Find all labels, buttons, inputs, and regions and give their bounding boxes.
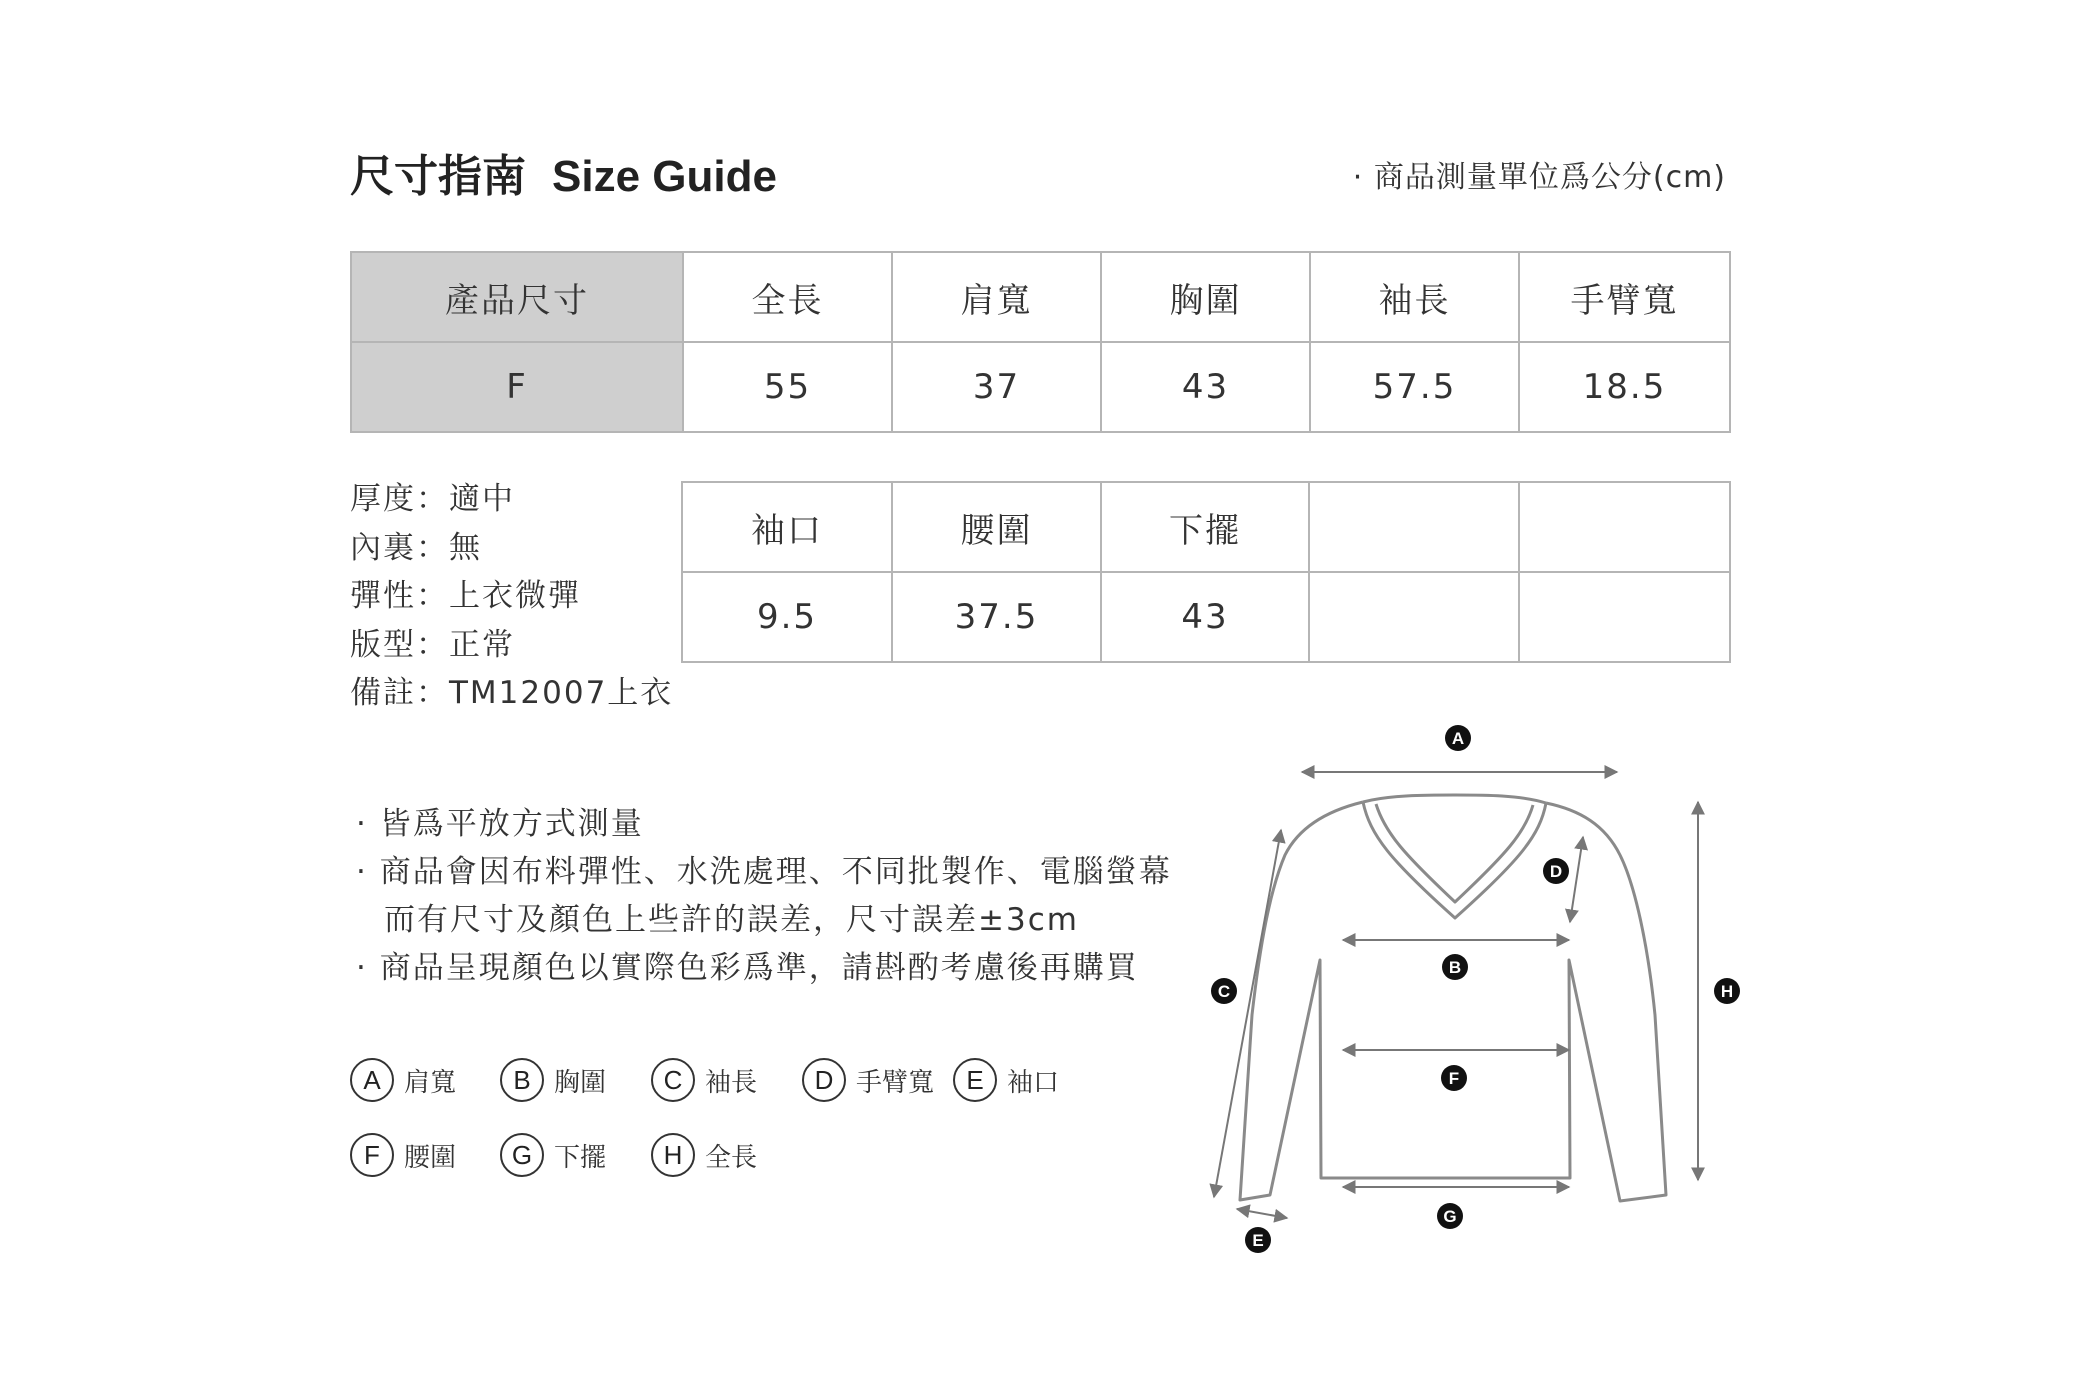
note-line: · 商品會因布料彈性、水洗處理、不同批製作、電腦螢幕 (356, 854, 1172, 890)
legend-key-a: A (350, 1058, 394, 1102)
title-en: Size Guide (552, 152, 777, 201)
marker-e (1245, 1227, 1271, 1253)
header-cell-empty (1309, 482, 1519, 572)
header-cell-sleeve: 袖長 (1310, 252, 1519, 342)
marker-a-label: A (1451, 729, 1465, 748)
header-cell-waist: 腰圍 (892, 482, 1101, 572)
note-line: · 皆爲平放方式測量 (356, 806, 644, 842)
marker-f-label: F (1448, 1069, 1460, 1088)
unit-note: · 商品測量單位爲公分(cm) (1352, 160, 1726, 195)
header-cell-shoulder: 肩寬 (892, 252, 1101, 342)
legend-item-c (651, 1058, 757, 1102)
legend-label-a: 肩寬 (404, 1067, 457, 1098)
legend-label-b: 胸圍 (554, 1067, 607, 1098)
header-cell-arm-width: 手臂寬 (1519, 252, 1730, 342)
legend-label-f: 腰圍 (404, 1142, 457, 1173)
size-table-header-row (351, 252, 1730, 342)
legend-item-f (350, 1133, 456, 1177)
header-cell-empty (1519, 482, 1730, 572)
value-cell: 43 (1101, 342, 1310, 432)
value-cell (1519, 572, 1730, 662)
marker-b-label: B (1448, 958, 1462, 977)
value-cell: 43 (1101, 572, 1309, 662)
marker-h (1714, 978, 1740, 1004)
legend-item-a (350, 1058, 456, 1102)
size-cell: F (351, 342, 683, 432)
legend-key-e: E (953, 1058, 997, 1102)
sweater-outline (1240, 795, 1666, 1201)
arrow-cuff (1237, 1209, 1287, 1218)
header-cell-hem: 下擺 (1101, 482, 1309, 572)
arrow-arm-width (1570, 837, 1583, 922)
legend-label-g: 下擺 (554, 1142, 607, 1173)
marker-d (1543, 858, 1569, 884)
legend-item-g (500, 1133, 606, 1177)
marker-a (1445, 725, 1471, 751)
marker-c (1211, 978, 1237, 1004)
table-row (682, 572, 1730, 662)
legend-item-d (802, 1058, 934, 1102)
property-fit: 版型：正常 (350, 626, 515, 663)
legend-item-e (953, 1058, 1059, 1102)
marker-f (1441, 1065, 1467, 1091)
legend-key-h: H (651, 1133, 695, 1177)
measurement-arrows (1214, 772, 1698, 1218)
value-cell: 55 (683, 342, 892, 432)
value-cell: 18.5 (1519, 342, 1730, 432)
size-table-secondary-header-row (682, 482, 1730, 572)
property-lining: 內裏：無 (350, 529, 482, 566)
legend-label-c: 袖長 (705, 1067, 758, 1098)
legend-label-d: 手臂寬 (856, 1067, 935, 1098)
header-cell-cuff: 袖口 (682, 482, 892, 572)
legend-key-f: F (350, 1133, 394, 1177)
marker-h-label: H (1720, 982, 1734, 1001)
diagram-markers (1211, 725, 1740, 1253)
page-title (350, 140, 777, 204)
header-cell-chest: 胸圍 (1101, 252, 1310, 342)
marker-g-label: G (1443, 1207, 1457, 1226)
marker-b (1442, 954, 1468, 980)
size-table-secondary (681, 481, 1731, 663)
value-cell (1309, 572, 1519, 662)
table-row (351, 342, 1730, 432)
arrow-sleeve-length (1214, 830, 1281, 1197)
garment-diagram (1180, 715, 1760, 1265)
garment-properties (350, 475, 673, 718)
marker-c-label: C (1217, 982, 1231, 1001)
property-remark: 備註：TM12007上衣 (350, 675, 674, 711)
header-cell-size: 產品尺寸 (351, 252, 683, 342)
measurement-notes (356, 800, 1172, 992)
note-line: · 商品呈現顏色以實際色彩爲準，請斟酌考慮後再購買 (356, 950, 1139, 986)
legend-item-h (651, 1133, 757, 1177)
marker-e-label: E (1252, 1231, 1264, 1250)
size-table (350, 251, 1731, 433)
legend-key-d: D (802, 1058, 846, 1102)
value-cell: 37 (892, 342, 1101, 432)
legend-key-b: B (500, 1058, 544, 1102)
legend-label-h: 全長 (705, 1142, 758, 1173)
value-cell: 57.5 (1310, 342, 1519, 432)
legend-key-c: C (651, 1058, 695, 1102)
note-line: 而有尺寸及顏色上些許的誤差，尺寸誤差±3cm (384, 902, 1079, 938)
header-cell-length: 全長 (683, 252, 892, 342)
legend-key-g: G (500, 1133, 544, 1177)
title-zh: 尺寸指南 (350, 151, 526, 202)
value-cell: 37.5 (892, 572, 1101, 662)
value-cell: 9.5 (682, 572, 892, 662)
marker-d-label: D (1549, 862, 1563, 881)
legend-label-e: 袖口 (1007, 1067, 1060, 1098)
property-thickness: 厚度：適中 (350, 481, 515, 517)
property-elasticity: 彈性：上衣微彈 (350, 578, 581, 614)
legend-item-b (500, 1058, 606, 1102)
marker-g (1437, 1203, 1463, 1229)
